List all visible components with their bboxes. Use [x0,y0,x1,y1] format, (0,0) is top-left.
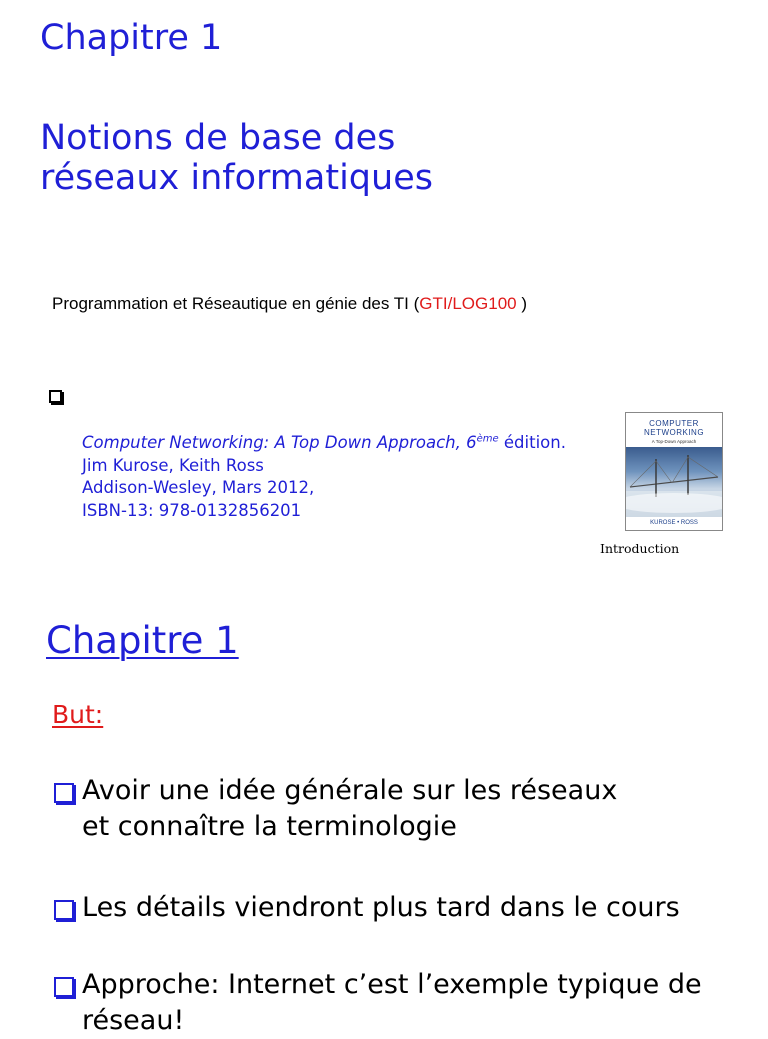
list-item [52,890,680,926]
checkbox-bullet-icon [54,977,74,997]
checkbox-bullet-icon [54,900,74,920]
list-item-text: Approche: Internet c’est l’exemple typique de réseau! [82,969,702,1036]
course-name [52,294,527,314]
list-item [52,967,702,1039]
cover-title [626,419,722,437]
bridge-photo-icon [626,447,722,517]
checkbox-bullet-icon [54,783,74,803]
course-code: GTI/LOG100 [419,294,517,313]
goal-label: But: [52,700,104,729]
list-item-text: Avoir une idée générale sur les réseaux et connaître la terminologie [82,775,618,842]
course-text: Programmation et Réseautique en génie des TI ( [52,294,420,313]
cover-title-line-2: NETWORKING [643,428,705,437]
slide-title [40,118,433,199]
slide-title-line-1: Notions de base des [40,118,396,158]
list-item-text: Les détails viendront plus tard dans le cours [82,892,680,923]
book-title: Computer Networking: A Top Down Approach, 6 [82,433,477,452]
cover-authors: KUROSE • ROSS [650,520,698,526]
list-item [52,773,617,845]
cover-title-line-1: COMPUTER [649,419,699,428]
book-authors: Jim Kurose, Keith Ross [82,455,264,475]
slide-footer: Introduction [600,541,680,556]
cover-subtitle: A Top-Down Approach [651,439,697,444]
book-publisher: Addison-Wesley, Mars 2012, [82,478,315,497]
checkbox-bullet-icon [49,390,62,403]
slide-2 [0,580,768,1036]
slide-title-line-2: réseaux informatiques [40,158,433,199]
book-cover-image [625,412,723,531]
book-edition-word: édition. [498,433,566,452]
book-edition-sup: ème [476,433,499,445]
course-close: ) [516,294,528,313]
chapter-heading-2: Chapitre 1 [46,619,239,662]
chapter-heading: Chapitre 1 [40,18,223,58]
cover-photo [626,447,722,517]
book-reference [82,432,566,522]
book-isbn: ISBN-13: 978-0132856201 [82,500,302,520]
